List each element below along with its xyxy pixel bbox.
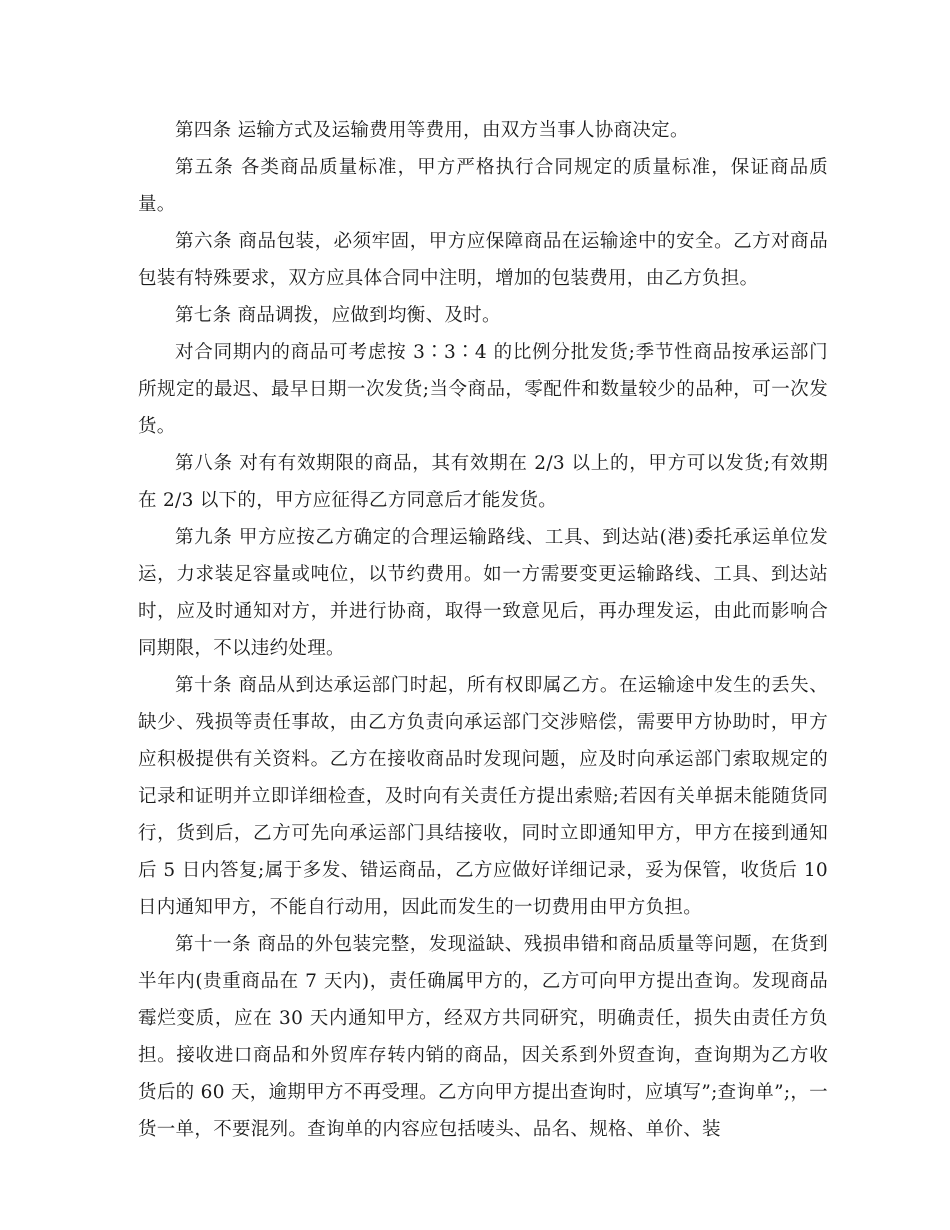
clause-6: 第六条 商品包装，必须牢固，甲方应保障商品在运输途中的安全。乙方对商品包装有特殊要求，双方应具体合同中注明，增加的包装费用，由乙方负担。 [138, 231, 828, 289]
clause-8: 第八条 对有有效期限的商品，其有效期在 2/3 以上的，甲方可以发货;有效期在 2/3 以下的，甲方应征得乙方同意后才能发货。 [138, 453, 828, 511]
document-body [138, 112, 828, 1148]
clause-4: 第四条 运输方式及运输费用等费用，由双方当事人协商决定。 [175, 120, 689, 141]
clause-10: 第十条 商品从到达承运部门时起，所有权即属乙方。在运输途中发生的丢失、缺少、残损等责任事故，由乙方负责向承运部门交涉赔偿，需要甲方协助时，甲方应积极提供有关资料。乙方在接收商品时发现问题，应及时向承运部门索取规定的记录和证明并立即详细检查，及时向有关责任方提出索赔;若因有关单据未能随货同行，货到后，乙方可先向承运部门具结接收，同时立即通知甲方，甲方在接到通知后 5 日内答复;属于多发、错运商品，乙方应做好详细记录，妥为保管，收货后 10 日内通知甲方，不能自行动用，因此而发生的一切费用由甲方负担。 [138, 675, 828, 918]
clause-7-detail: 对合同期内的商品可考虑按 3∶3∶4 的比例分批发货;季节性商品按承运部门所规定的最迟、最早日期一次发货;当令商品，零配件和数量较少的品种，可一次发货。 [138, 342, 828, 437]
clause-9: 第九条 甲方应按乙方确定的合理运输路线、工具、到达站(港)委托承运单位发运，力求装足容量或吨位，以节约费用。如一方需要变更运输路线、工具、到达站时，应及时通知对方，并进行协商，取得一致意见后，再办理发运，由此而影响合同期限，不以违约处理。 [138, 527, 828, 659]
clause-7: 第七条 商品调拨，应做到均衡、及时。 [175, 305, 501, 326]
clause-11: 第十一条 商品的外包装完整，发现溢缺、残损串错和商品质量等问题，在货到半年内(贵重商品在 7 天内)，责任确属甲方的，乙方可向甲方提出查询。发现商品霉烂变质，应在 30 天内通知甲方，经双方共同研究，明确责任，损失由责任方负担。接收进口商品和外贸库存转内销的商品，因关系到外贸查询，查询期为乙方收货后的 60 天，逾期甲方不再受理。乙方向甲方提出查询时，应填写”;查询单”;，一货一单，不要混列。查询单的内容应包括唛头、品名、规格、单价、装 [138, 934, 828, 1140]
clause-5: 第五条 各类商品质量标准，甲方严格执行合同规定的质量标准，保证商品质量。 [138, 157, 828, 215]
